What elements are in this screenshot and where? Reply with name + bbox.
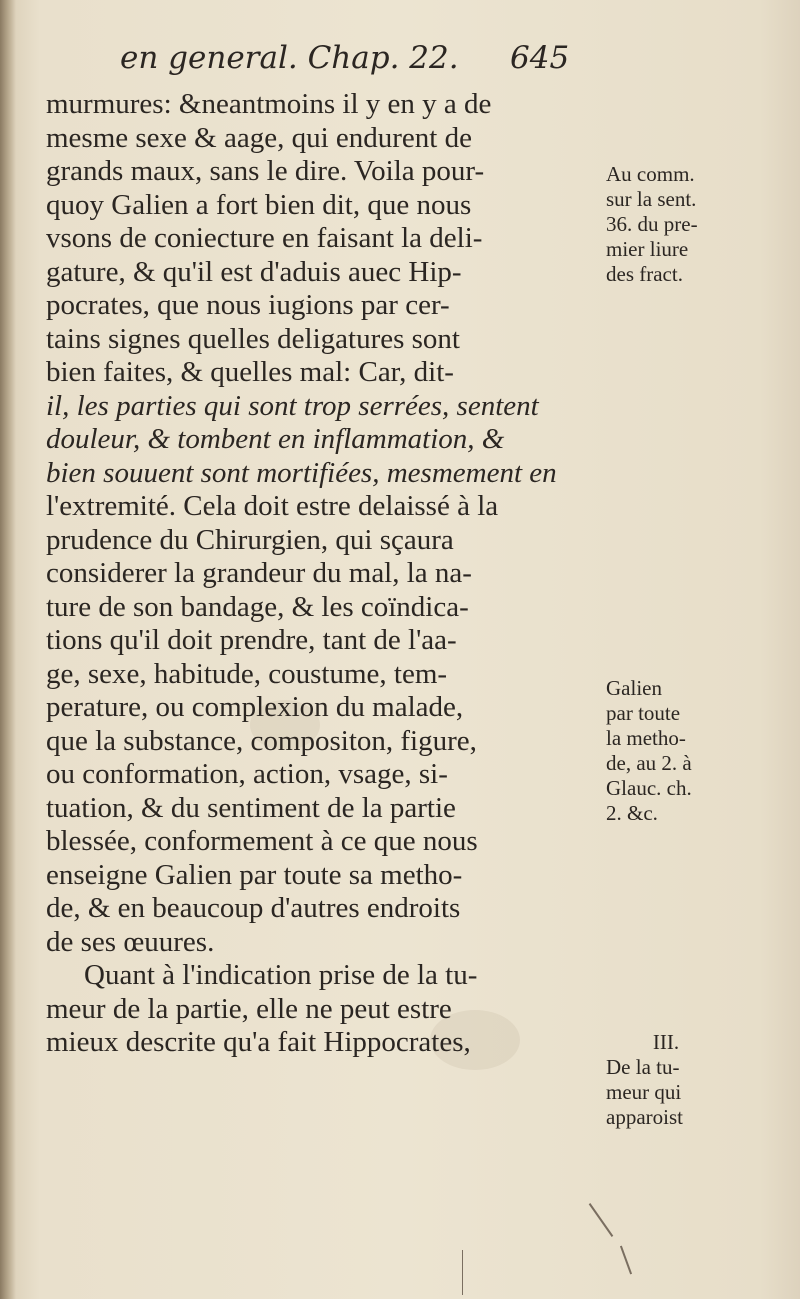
quoted-line: douleur, & tombent en inflammation, &: [46, 423, 505, 455]
margin-note-line: 2. &c.: [606, 801, 658, 825]
margin-note-reference: [606, 162, 784, 287]
margin-note-line: mier liure: [606, 237, 689, 261]
margin-note-line: 36. du pre-: [606, 212, 698, 236]
text-line: de ses œuures.: [46, 925, 215, 958]
margin-note-line: meur qui: [606, 1080, 682, 1104]
binding-gutter: [0, 0, 16, 1299]
margin-note-galien: [606, 676, 784, 826]
main-text-block: [46, 88, 598, 1060]
margin-note-line: sur la sent.: [606, 187, 697, 211]
text-line: mieux descrite qu'a fait Hippocrates,: [46, 1026, 471, 1058]
text-line: considerer la grandeur du mal, la na-: [46, 557, 472, 589]
text-line: perature, ou complexion du malade,: [46, 691, 464, 723]
text-line: prudence du Chirurgien, qui sçaura: [46, 523, 454, 556]
paragraph-start-line: Quant à l'indication prise de la tu-: [84, 959, 478, 991]
margin-note-line: Au comm.: [606, 162, 695, 186]
margin-note-line: par toute: [606, 701, 681, 725]
margin-note-line: de, au 2. à: [606, 751, 692, 775]
text-line: mesme sexe & aage, qui endurent de: [46, 121, 472, 154]
text-line: bien faites, & quelles mal: Car, dit-: [46, 356, 454, 388]
text-line: l'extremité. Cela doit estre delaissé à la: [46, 490, 499, 522]
margin-note-line: De la tu-: [606, 1055, 680, 1079]
margin-note-section-three: [606, 1030, 784, 1130]
page-header: [120, 40, 600, 90]
quoted-line: bien souuent sont mortifiées, mesmement en: [46, 456, 557, 489]
text-line: de, & en beaucoup d'autres endroits: [46, 892, 461, 924]
margin-note-line: Glauc. ch.: [606, 776, 692, 800]
ink-mark: [620, 1246, 632, 1275]
text-line: enseigne Galien par toute sa metho-: [46, 858, 463, 891]
text-line: ture de son bandage, & les coïndica-: [46, 590, 469, 623]
page-number: 645: [510, 40, 570, 76]
text-line: ge, sexe, habitude, coustume, tem-: [46, 657, 448, 690]
text-line: ou conformation, action, vsage, si-: [46, 758, 448, 790]
margin-note-line: la metho-: [606, 726, 686, 750]
running-head: en general. Chap. 22.: [120, 40, 459, 76]
text-line: pocrates, que nous iugions par cer-: [46, 289, 450, 321]
margin-note-section-number: III.: [652, 1030, 680, 1054]
text-line: tions qu'il doit prendre, tant de l'aa-: [46, 624, 457, 656]
margin-note-line: Galien: [606, 676, 662, 700]
margin-note-line: apparoist: [606, 1105, 683, 1129]
ink-mark: [462, 1250, 463, 1295]
text-line: meur de la partie, elle ne peut estre: [46, 992, 452, 1025]
ink-mark: [589, 1203, 614, 1237]
text-line: gature, & qu'il est d'aduis auec Hip-: [46, 255, 462, 288]
text-line: grands maux, sans le dire. Voila pour-: [46, 155, 485, 187]
margin-note-line: des fract.: [606, 262, 683, 286]
text-line: vsons de coniecture en faisant la deli-: [46, 222, 483, 254]
text-line: tuation, & du sentiment de la partie: [46, 791, 456, 824]
text-line: quoy Galien a fort bien dit, que nous: [46, 188, 472, 221]
quoted-line: il, les parties qui sont trop serrées, sentent: [46, 389, 539, 422]
text-line: murmures: &neantmoins il y en y a de: [46, 88, 492, 120]
text-line: que la substance, compositon, figure,: [46, 724, 477, 757]
text-line: blessée, conformement à ce que nous: [46, 825, 478, 857]
text-line: tains signes quelles deligatures sont: [46, 322, 460, 355]
